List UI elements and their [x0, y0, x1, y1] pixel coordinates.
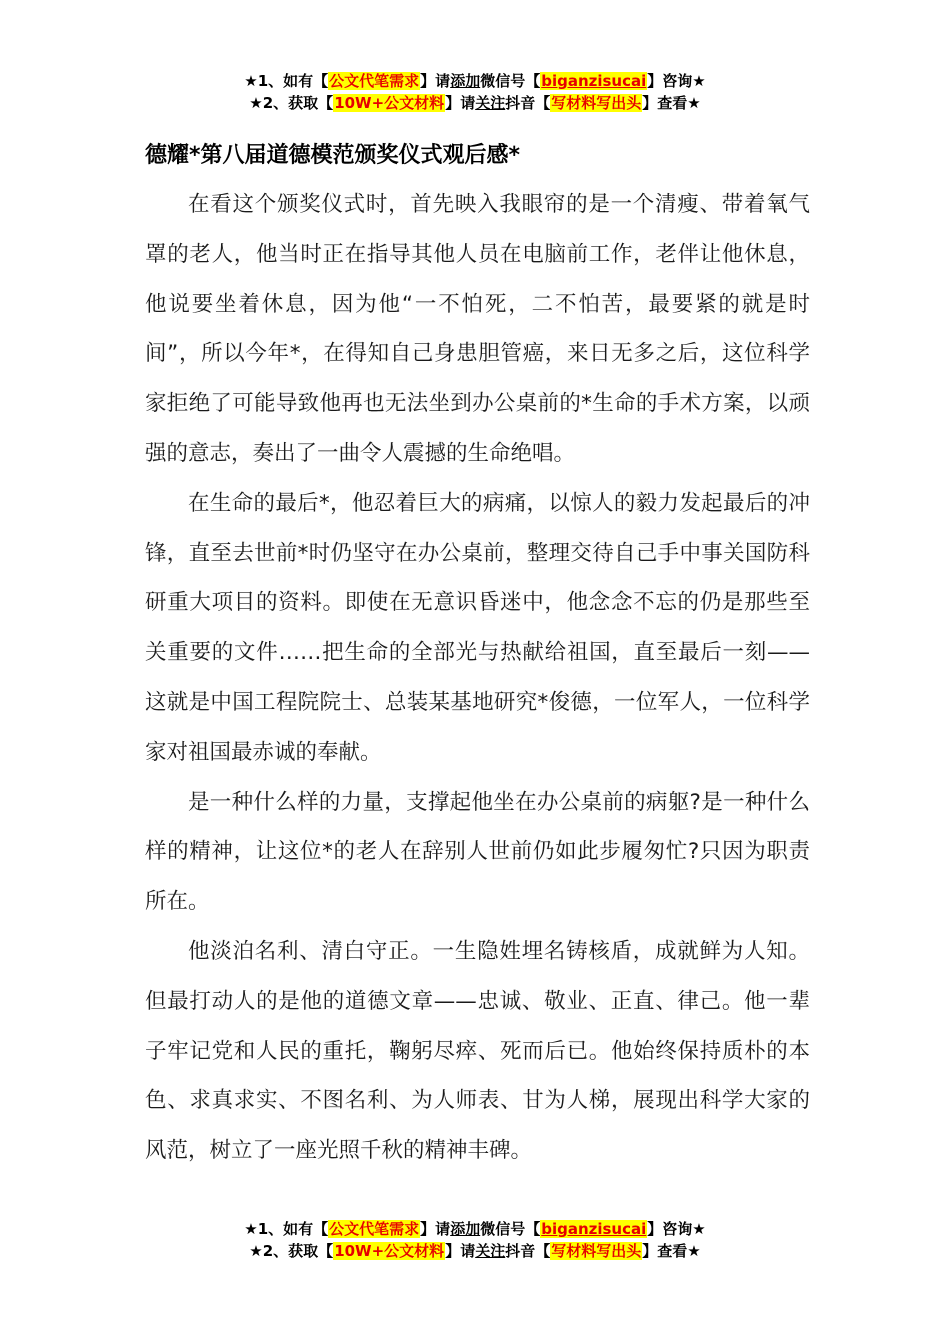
- banner-highlight: 10W+公文材料: [334, 94, 445, 112]
- banner-text: ★1、如有【: [244, 1220, 329, 1238]
- footer-banner: [0, 1218, 950, 1262]
- banner-text: 】请: [445, 94, 476, 112]
- banner-line-1: [0, 1218, 950, 1240]
- banner-wechat-id: biganzisucai: [541, 72, 647, 90]
- header-banner: [0, 70, 950, 114]
- banner-underlined: 关注: [475, 1242, 506, 1260]
- banner-underlined: 关注: [475, 94, 506, 112]
- banner-text: 】咨询★: [647, 1220, 706, 1238]
- paragraph: 在生命的最后*，他忍着巨大的病痛，以惊人的毅力发起最后的冲锋，直至去世前*时仍坚守在办公桌前，整理交待自己手中事关国防科研重大项目的资料。即使在无意识昏迷中，他念念不忘的仍是那些至关重要的文件……把生命的全部光与热献给祖国，直至最后一刻——这就是中国工程院院士、总装某基地研究*俊德，一位军人，一位科学家对祖国最赤诚的奉献。: [145, 490, 810, 765]
- paragraph: 在看这个颁奖仪式时，首先映入我眼帘的是一个清瘦、带着氧气罩的老人，他当时正在指导其他人员在电脑前工作，老伴让他休息，他说要坐着休息，因为他“一不怕死，二不怕苦，最要紧的就是时间”，所以今年*，在得知自己身患胆管癌，来日无多之后，这位科学家拒绝了可能导致他再也无法坐到办公桌前的*生命的手术方案，以顽强的意志，奏出了一曲令人震撼的生命绝唱。: [145, 192, 810, 466]
- banner-line-2: [0, 92, 950, 114]
- banner-douyin-id: 写材料写出头: [551, 94, 642, 112]
- banner-text: 】请: [445, 1242, 476, 1260]
- banner-text: 】请: [420, 72, 451, 90]
- banner-douyin-id: 写材料写出头: [551, 1242, 642, 1260]
- banner-text: 微信号【: [480, 72, 541, 90]
- article-body: [145, 180, 810, 1176]
- banner-highlight: 公文代笔需求: [329, 72, 420, 90]
- banner-text: 抖音【: [505, 94, 551, 112]
- paragraph: 他淡泊名利、清白守正。一生隐姓埋名铸核盾，成就鲜为人知。但最打动人的是他的道德文章——忠诚、敬业、正直、律己。他一辈子牢记党和人民的重托，鞠躬尽瘁、死而后已。他始终保持质朴的本色、求真求实、不图名利、为人师表、甘为人梯，展现出科学大家的风范，树立了一座光照千秋的精神丰碑。: [145, 938, 810, 1164]
- banner-text: 】咨询★: [647, 72, 706, 90]
- banner-text: ★1、如有【: [244, 72, 329, 90]
- document-title: 德耀*第八届道德模范颁奖仪式观后感*: [145, 143, 521, 168]
- banner-highlight: 公文代笔需求: [329, 1220, 420, 1238]
- banner-text: ★2、获取【: [249, 94, 334, 112]
- banner-underlined: 添加: [450, 1220, 481, 1238]
- banner-text: 】查看★: [642, 1242, 701, 1260]
- banner-text: 】查看★: [642, 94, 701, 112]
- banner-text: ★2、获取【: [249, 1242, 334, 1260]
- banner-highlight: 10W+公文材料: [334, 1242, 445, 1260]
- paragraph: 是一种什么样的力量，支撑起他坐在办公桌前的病躯?是一种什么样的精神，让这位*的老人在辞别人世前仍如此步履匆忙?只因为职责所在。: [145, 789, 810, 915]
- banner-text: 抖音【: [505, 1242, 551, 1260]
- banner-text: 微信号【: [480, 1220, 541, 1238]
- banner-line-1: [0, 70, 950, 92]
- banner-line-2: [0, 1240, 950, 1262]
- banner-underlined: 添加: [450, 72, 481, 90]
- banner-wechat-id: biganzisucai: [541, 1220, 647, 1238]
- banner-text: 】请: [420, 1220, 451, 1238]
